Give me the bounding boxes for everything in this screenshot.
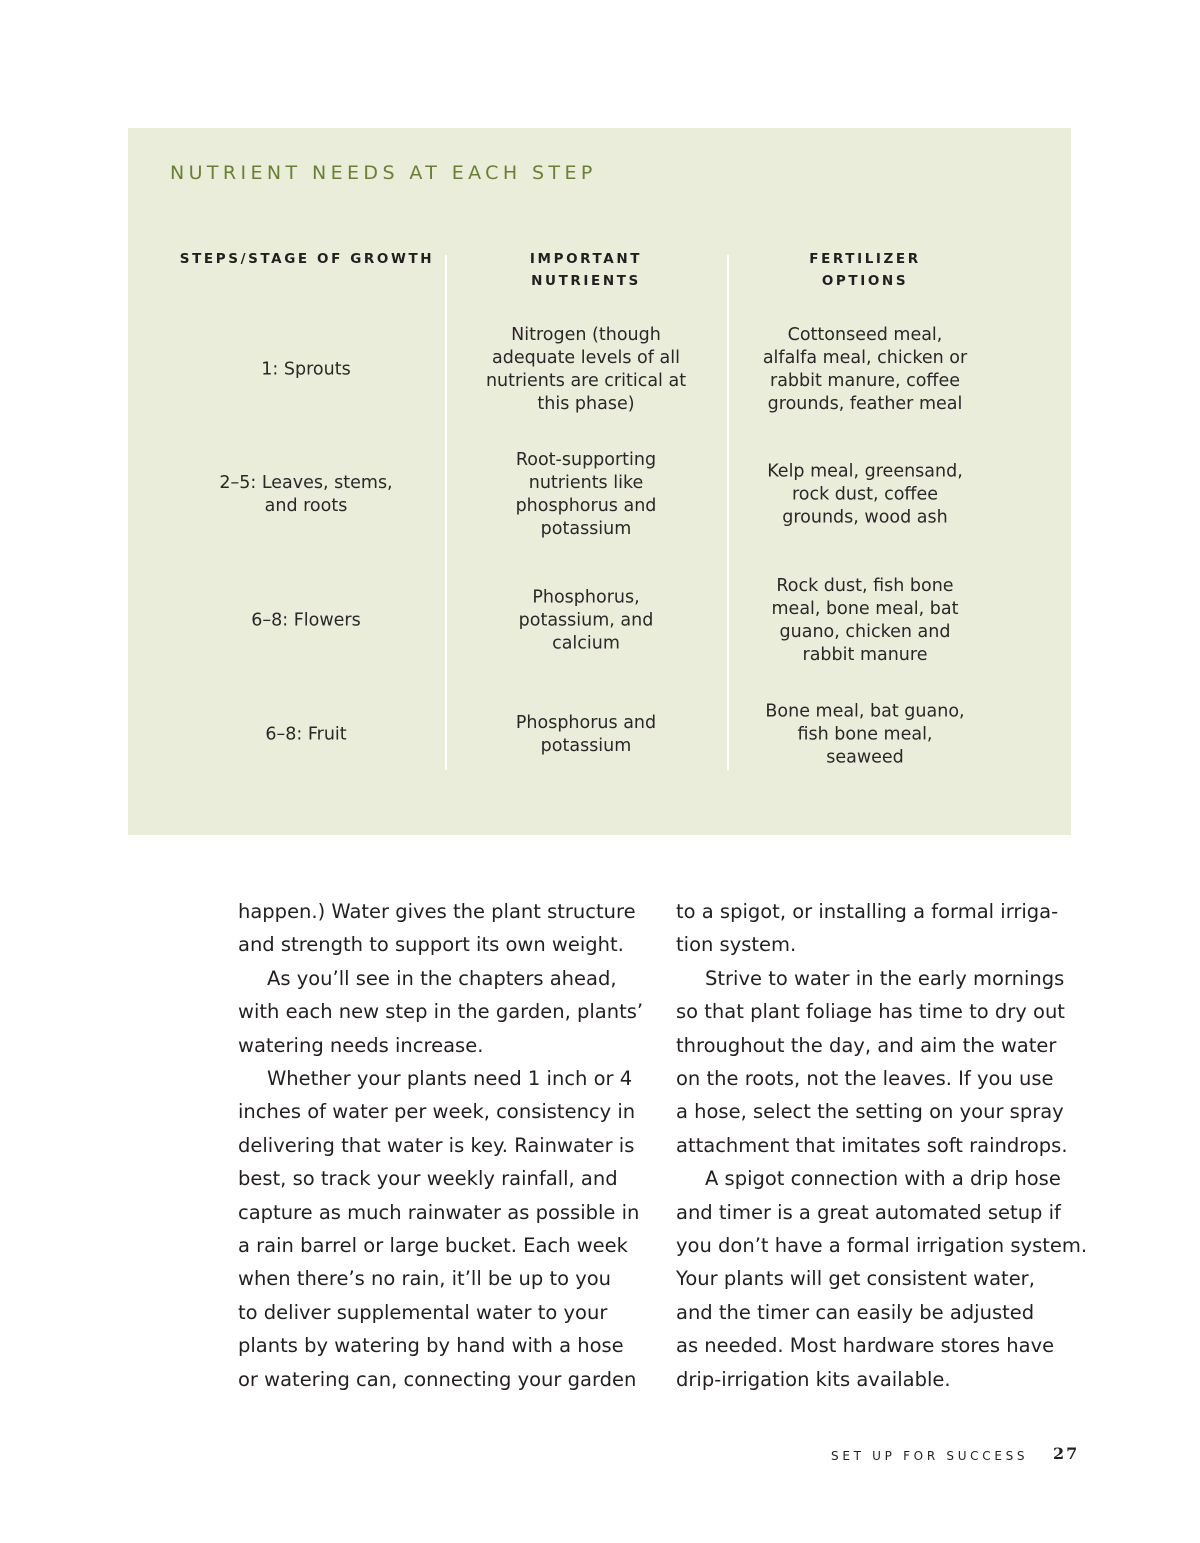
body-line: plants by watering by hand with a hose (238, 1334, 624, 1358)
page-number: 27 (1053, 1444, 1080, 1463)
column-header-stage: STEPS/STAGE OF GROWTH (179, 251, 435, 267)
body-line: Your plants will get consistent water, (676, 1267, 1035, 1291)
body-line: when there’s no rain, it’ll be up to you (238, 1267, 612, 1291)
column-header-fertilizer: FERTILIZER OPTIONS (809, 251, 921, 289)
body-line: best, so track your weekly rainfall, and (238, 1167, 618, 1191)
body-line: Strive to water in the early mornings (705, 966, 1065, 990)
table-cell-stage: 6–8: Flowers (251, 610, 361, 631)
table-cell-stage: 6–8: Fruit (265, 724, 347, 745)
body-line: to a spigot, or installing a formal irriga- (676, 900, 1059, 923)
body-line: inches of water per week, consistency in (238, 1100, 636, 1124)
body-line: attachment that imitates soft raindrops. (676, 1133, 1068, 1157)
body-line: happen.) Water gives the plant structure (238, 900, 636, 923)
body-line: throughout the day, and aim the water (676, 1033, 1057, 1057)
column-divider (445, 255, 447, 770)
body-line: drip-irrigation kits available. (676, 1367, 951, 1391)
body-line: as needed. Most hardware stores have (676, 1334, 1055, 1358)
table-cell-stage: 1: Sprouts (261, 359, 351, 380)
body-line: and timer is a great automated setup if (676, 1200, 1061, 1224)
table-cell-fertilizer: Rock dust, fish bone meal, bone meal, bat guano, chicken and rabbit manure (771, 576, 959, 665)
body-line: you don’t have a formal irrigation system. (676, 1234, 1088, 1258)
table-cell-nutrients: Root-supporting nutrients like phosphorus and potassium (515, 450, 657, 539)
body-line: watering needs increase. (238, 1033, 484, 1057)
body-line: on the roots, not the leaves. If you use (676, 1067, 1054, 1091)
table-cell-nutrients: Nitrogen (though adequate levels of all nutrients are critical at this phase) (485, 325, 687, 414)
body-line: or watering can, connecting your garden (238, 1367, 637, 1391)
sidebar-title: NUTRIENT NEEDS AT EACH STEP (170, 162, 597, 184)
body-column-left (238, 895, 644, 1396)
body-line: A spigot connection with a drip hose (705, 1167, 1061, 1191)
body-line: with each new step in the garden, plants’ (238, 1000, 644, 1024)
body-line: and strength to support its own weight. (238, 933, 624, 957)
body-line: to deliver supplemental water to your (238, 1300, 608, 1324)
body-line: As you’ll see in the chapters ahead, (267, 966, 617, 990)
body-line: so that plant foliage has time to dry out (676, 1000, 1065, 1024)
table-cell-stage: 2–5: Leaves, stems, and roots (219, 473, 393, 516)
running-footer: SET UP FOR SUCCESS (831, 1449, 1029, 1463)
body-line: a hose, select the setting on your spray (676, 1100, 1064, 1124)
column-header-nutrients: IMPORTANT NUTRIENTS (529, 251, 643, 289)
body-column-right (676, 895, 1088, 1396)
body-line: tion system. (676, 933, 797, 957)
table-cell-nutrients: Phosphorus, potassium, and calcium (518, 587, 654, 654)
table-cell-fertilizer: Bone meal, bat guano, fish bone meal, seaweed (765, 701, 965, 768)
nutrient-sidebar (128, 128, 1071, 835)
body-line: capture as much rainwater as possible in (238, 1200, 640, 1224)
body-line: a rain barrel or large bucket. Each week (238, 1234, 628, 1258)
table-cell-nutrients: Phosphorus and potassium (515, 713, 657, 756)
table-cell-fertilizer: Kelp meal, greensand, rock dust, coffee grounds, wood ash (767, 461, 963, 528)
body-line: delivering that water is key. Rainwater is (238, 1133, 635, 1157)
body-line: Whether your plants need 1 inch or 4 (267, 1067, 633, 1091)
table-cell-fertilizer: Cottonseed meal, alfalfa meal, chicken or rabbit manure, coffee grounds, feather meal (762, 325, 968, 414)
body-line: and the timer can easily be adjusted (676, 1300, 1035, 1324)
column-divider (727, 255, 729, 770)
